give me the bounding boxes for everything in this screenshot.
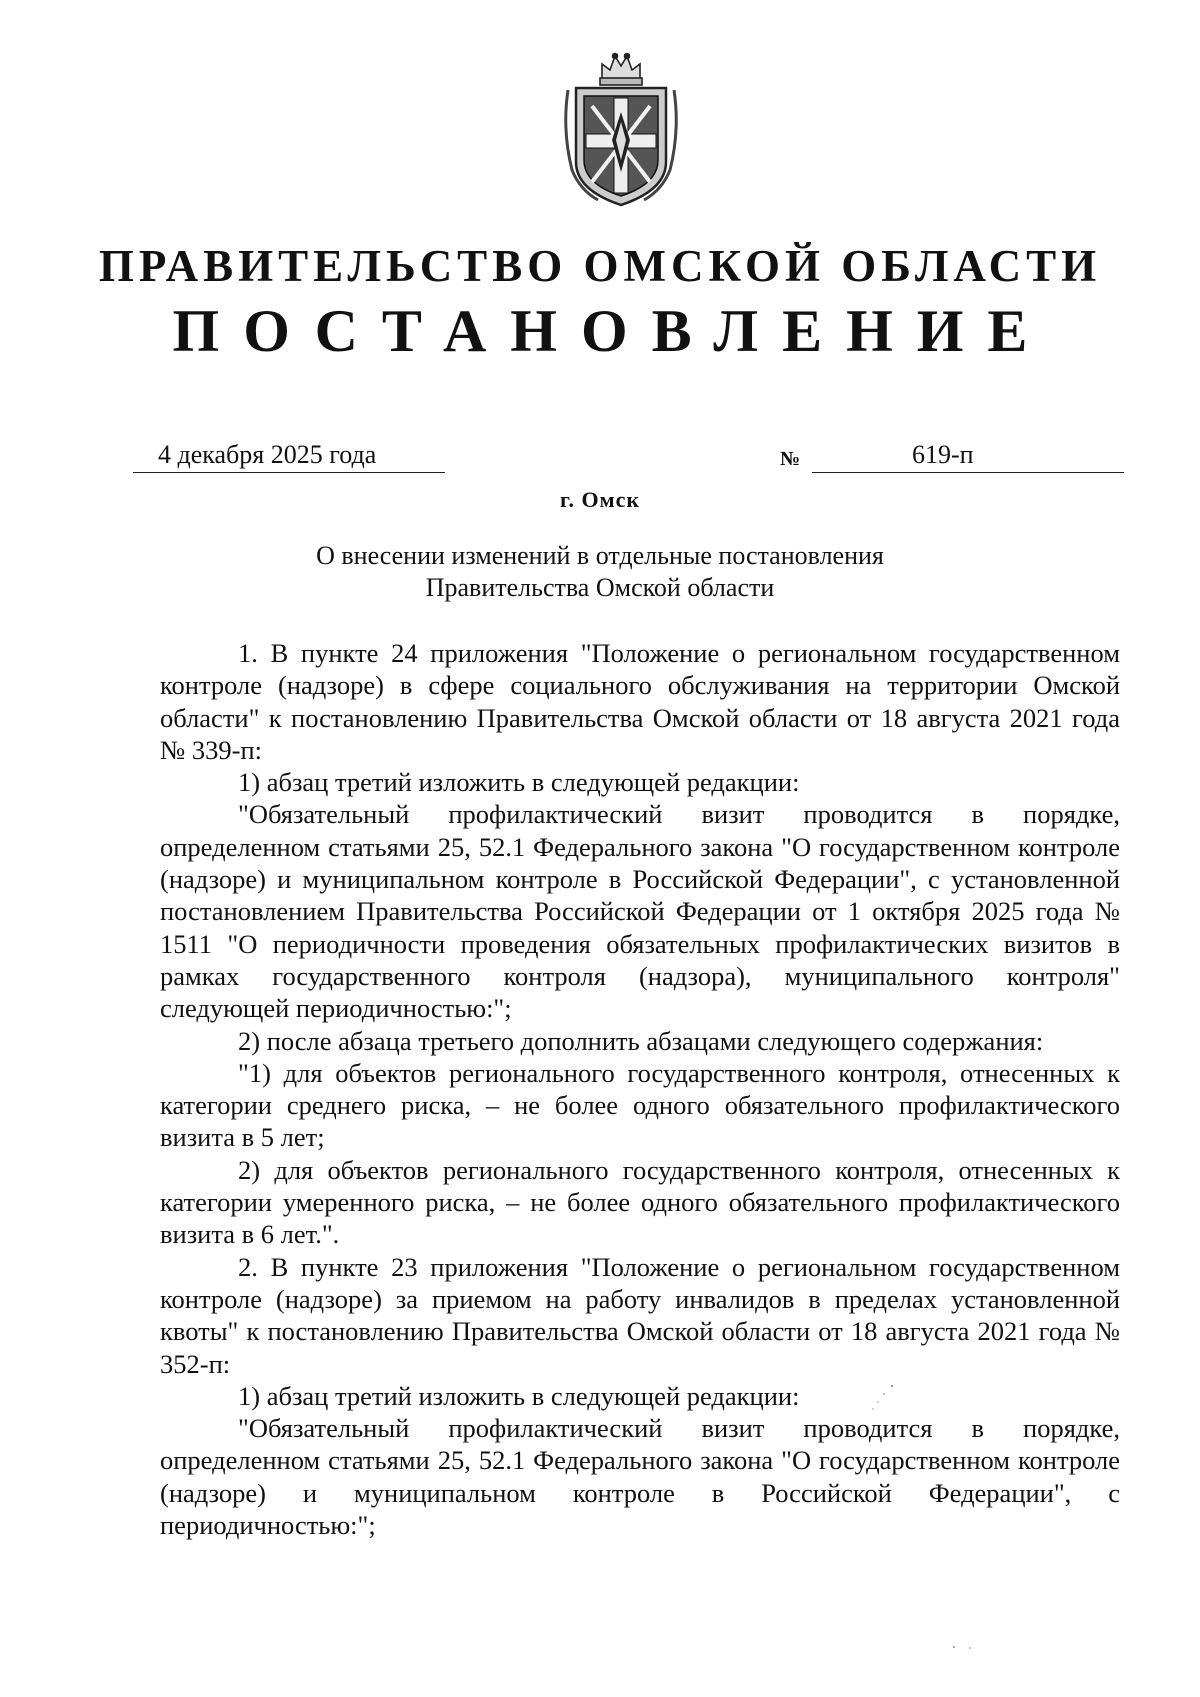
date-field	[133, 438, 445, 473]
omsk-coat-of-arms-icon	[558, 50, 684, 210]
paragraph-5: "1) для объектов регионального государственного контроля, отнесенных к категории среднего риска, – не более одного обязательного профилактического визита в 5 лет;	[160, 1057, 1120, 1153]
subject-line-1: О внесении изменений в отдельные постановления	[316, 541, 884, 570]
paragraph-2: 1) абзац третий изложить в следующей редакции:	[238, 767, 800, 798]
number-sign: №	[780, 448, 801, 470]
doc-type-title: ПОСТАНОВЛЕНИЕ	[172, 298, 1052, 364]
scan-specks-bottom	[951, 1643, 975, 1651]
scan-specks	[870, 1382, 900, 1412]
paragraph-6: 2) для объектов регионального государственного контроля, отнесенных к категории умеренного риска, – не более одного обязательного профилактического визита в 6 лет.".	[160, 1154, 1120, 1250]
paragraph-8: 1) абзац третий изложить в следующей редакции:	[238, 1380, 800, 1411]
subject-line-2: Правительства Омской области	[425, 573, 775, 602]
org-title: ПРАВИТЕЛЬСТВО ОМСКОЙ ОБЛАСТИ	[98, 241, 1102, 291]
document-number: 619-п	[912, 440, 974, 469]
document-subject	[0, 540, 1200, 604]
document-date: 4 декабря 2025 года	[158, 440, 377, 469]
paragraph-7: 2. В пункте 23 приложения "Положение о региональном государственном контроле (надзоре) за приемом на работу инвалидов в пределах установленной квоты" к постановлению Правительства Омской области от 18 августа 2021 года № 352-п:	[160, 1251, 1120, 1379]
number-field	[812, 438, 1124, 473]
paragraph-9: "Обязательный профилактический визит проводится в порядке, определенном статьями 25, 52.1 Федерального закона "О государственном контроле (надзоре) и муниципальном контроле в Российской Федерации", с периодичностью:";	[160, 1413, 1120, 1541]
paragraph-3: "Обязательный профилактический визит проводится в порядке, определенном статьями 25, 52.1 Федерального закона "О государственном контроле (надзоре) и муниципальном контроле в Российской Федерации", с установленной постановлением Правительства Российской Федерации от 1 октября 2025 года № 1511 "О периодичности проведения обязательных профилактических визитов в рамках государственного контроля (надзора), муниципального контроля" следующей периодичностью:";	[160, 799, 1120, 1024]
paragraph-1: 1. В пункте 24 приложения "Положение о региональном государственном контроле (надзоре) в сфере социального обслуживания на территории Омской области" к постановлению Правительства Омской области от 18 августа 2021 года № 339-п:	[160, 638, 1120, 765]
city-label: г. Омск	[559, 487, 641, 512]
paragraph-4: 2) после абзаца третьего дополнить абзацами следующего содержания:	[238, 1025, 1044, 1056]
document-body	[160, 637, 1120, 1541]
